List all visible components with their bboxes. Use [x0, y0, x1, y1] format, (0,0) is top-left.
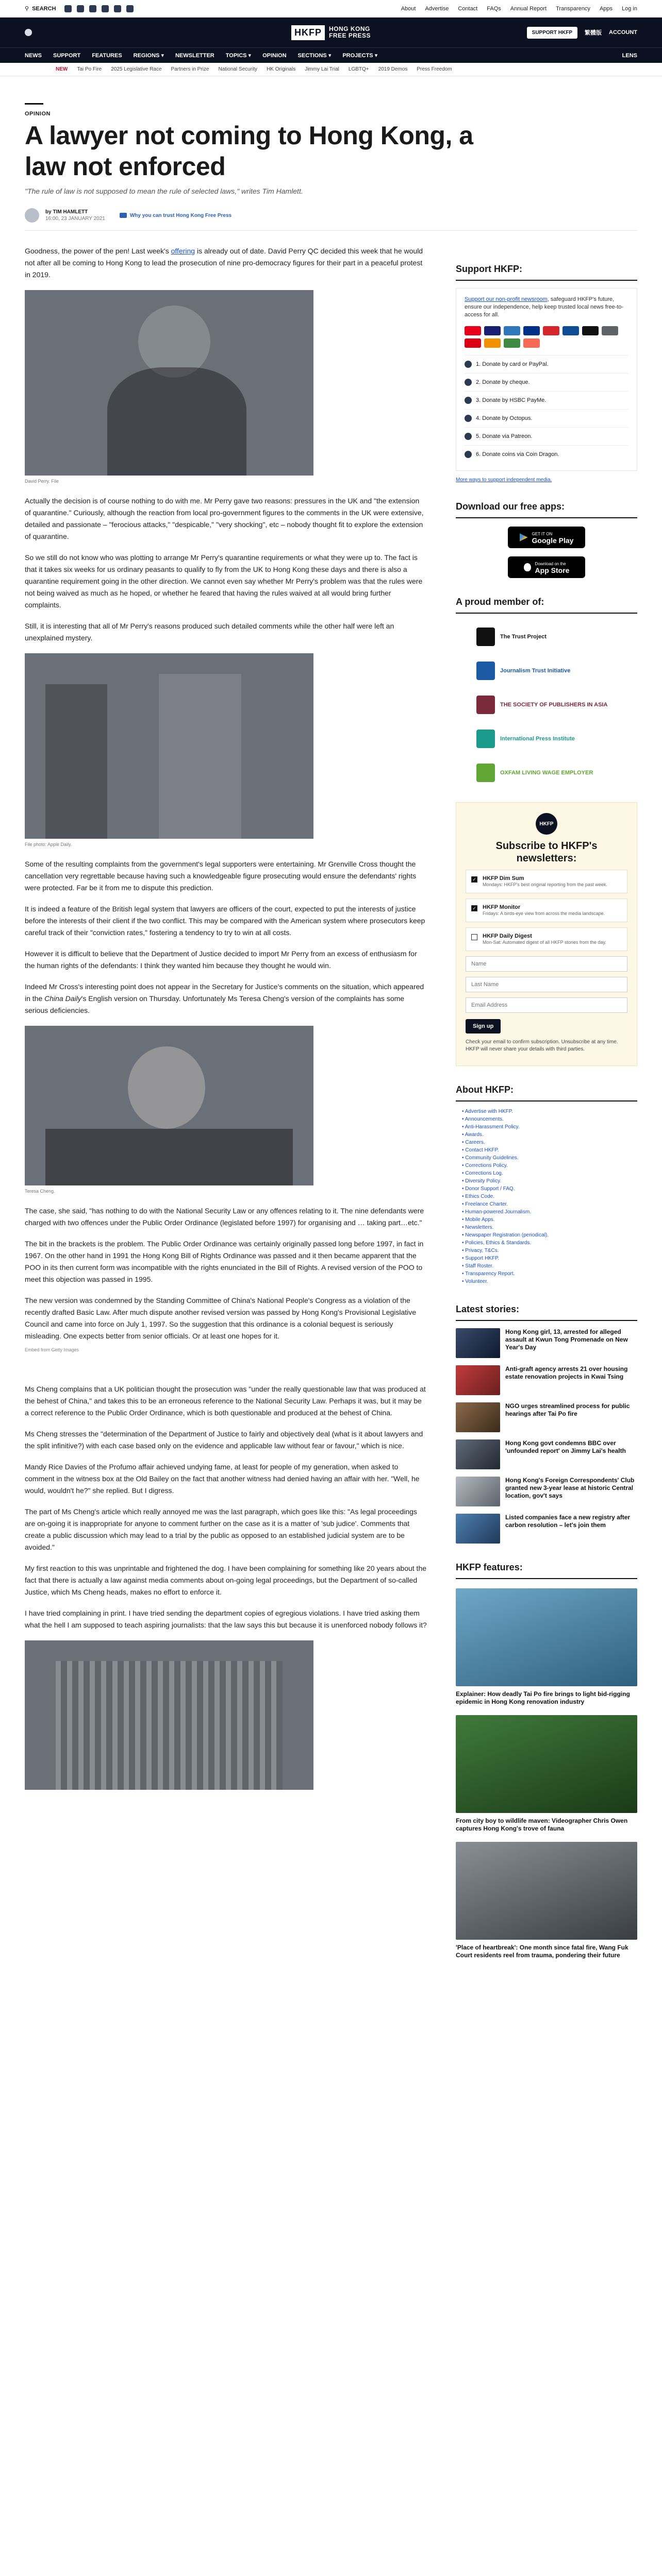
about-link[interactable]: • Transparency Report. [462, 1270, 637, 1278]
apps-title: Download our free apps: [456, 501, 565, 512]
latest-story[interactable]: NGO urges streamlined process for public hearings after Tai Po fire [456, 1402, 637, 1432]
trending-item[interactable]: 2019 Demos [378, 66, 408, 72]
last-name-input[interactable] [466, 977, 627, 992]
features-title: HKFP features: [456, 1562, 523, 1572]
paragraph: So we still do not know who was plotting to arrange Mr Perry's quarantine requirements or what they were up to. The fact is that it takes six weeks for us ordinary peasants to qualify to fly from the UK to Hong Kong these days and there is also a quarantine requirement going in the other direction. We cannot even say whether Mr Perry's problem was that the rules were not being waived as much as he hoped, or whether he feared that having the rules waived at all would bring further complaints. [25, 553, 423, 609]
about-link[interactable]: • Human-powered Journalism. [462, 1208, 637, 1216]
story-thumbnail [456, 1477, 500, 1506]
figure-teresa-cheng [25, 1026, 427, 1194]
member-sopa[interactable]: THE SOCIETY OF PUBLISHERS IN ASIA [476, 694, 637, 716]
shield-icon [120, 213, 127, 218]
image-caption: File photo: Apple Daily. [25, 842, 72, 847]
author-avatar [25, 208, 39, 223]
paragraph: Mandy Rice Davies of the Profumo affair achieved undying fame, at least for people of my generation, when asked to comment in the witness box at the Old Bailey on the fact that another witness had denied having an affair with her. "Well, he would, wouldn't he?" she replied. But I digress. [25, 1463, 420, 1495]
about-link[interactable]: • Volunteer. [462, 1278, 637, 1285]
gpay-icon [602, 326, 618, 335]
author-info [45, 209, 105, 222]
trust-project-icon [476, 628, 495, 646]
about-title: About HKFP: [456, 1084, 514, 1095]
masthead [0, 18, 662, 47]
masthead-social [25, 29, 32, 36]
feature-story[interactable]: Explainer: How deadly Tai Po fire brings to light bid-rigging epidemic in Hong Kong renovation industry [456, 1588, 637, 1706]
image-caption: Teresa Cheng. [25, 1189, 55, 1194]
youtube-icon[interactable] [102, 5, 109, 12]
paragraph: Actually the decision is of course nothing to do with me. Mr Perry gave two reasons: pressures in the UK and "the extension of quarantine." Curiously, although the reaction from local pro-government figures to the comments in the UK were extensive, detailed and passionate – "ferocious attacks," "despicable," "very shocking", etc – nobody thought fit to explore the extension of quarantine. [25, 497, 424, 540]
sidebar-rule [456, 280, 637, 281]
latest-story[interactable]: Hong Kong girl, 13, arrested for alleged assault at Kwun Tong Promenade on New Year's Day [456, 1328, 637, 1358]
visa-icon [484, 326, 501, 335]
applepay-icon [582, 326, 599, 335]
threads-icon[interactable] [114, 5, 121, 12]
faqs-link[interactable]: FAQs [487, 5, 501, 12]
octopus-icon [484, 338, 501, 348]
about-link[interactable]: • Diversity Policy. [462, 1177, 637, 1185]
patreon-option-icon [465, 433, 472, 440]
paragraph: Ms Cheng complains that a UK politician thought the prosecution was "under the really questionable law that was produced at the behest of China," and takes this to be an erroneous reference to the National Security Law. Perhaps it was, but it may be a correct reference to the Public Order Ordinance, which is both questionable and produced at the behest of China. [25, 1385, 426, 1417]
login-link[interactable]: Log in [622, 5, 637, 12]
newsletter-checkbox[interactable]: ✓ [471, 905, 477, 911]
new-badge: NEW [56, 66, 68, 72]
jcb-icon [562, 326, 579, 335]
story-thumbnail [456, 1365, 500, 1395]
patreon-icon [523, 338, 540, 348]
donate-option[interactable]: 5. Donate via Patreon. [465, 427, 628, 445]
section-rule [25, 103, 43, 105]
paragraph: Still, it is interesting that all of Mr Perry's reasons produced such detailed comments while the other half were left an unexplained mystery. [25, 622, 394, 642]
instagram-icon[interactable] [89, 5, 96, 12]
first-name-input[interactable] [466, 956, 627, 972]
nav-topics[interactable]: TOPICS ▾ [225, 53, 252, 59]
octopus-option-icon [465, 415, 472, 422]
about-link[interactable]: • Community Guidelines. [462, 1154, 637, 1162]
paragraph: Indeed Mr Cross's interesting point does not appear in the Secretary for Justice's comments on the situation, which appeared in the China Daily's English version on Thursday. Unfortunately Ms Teresa Cheng's version of the complaints has some serious deficiencies. [25, 982, 424, 1014]
nav-news[interactable]: NEWS [25, 52, 42, 59]
support-title: Support HKFP: [456, 264, 522, 274]
google-play-icon [520, 533, 528, 541]
figure-building [25, 1640, 427, 1790]
about-link[interactable]: • Contact HKFP. [462, 1146, 637, 1154]
story-thumbnail [456, 1402, 500, 1432]
member-jti[interactable]: Journalism Trust Initiative [476, 660, 637, 682]
article-image [25, 290, 313, 476]
fps-icon [504, 338, 520, 348]
chinese-edition-link[interactable]: 繁體版 [585, 30, 602, 36]
newsletter-checkbox[interactable] [471, 934, 477, 940]
story-thumbnail [456, 1439, 500, 1469]
about-link[interactable]: • Ethics Code. [462, 1193, 637, 1200]
subscribe-note: Check your email to confirm subscription. Unsubscribe at any time. HKFP will never share your details with third parties. [466, 1039, 618, 1052]
search-button[interactable]: ⚲ SEARCH [25, 5, 56, 12]
hkfp-logo[interactable] [291, 25, 371, 40]
advertise-link[interactable]: Advertise [425, 5, 449, 12]
paragraph: Ms Cheng stresses the "determination of the Department of Justice to fairly and objectively deal (what is it about lawyers and the split infinitive?) with each case based only on the evidence and applicable law without fear or favour," which is nice. [25, 1430, 423, 1450]
donate-option[interactable]: 6. Donate coins via Coin Dragon. [465, 445, 628, 463]
jti-icon [476, 662, 495, 680]
article-standfirst: "The rule of law is not supposed to mean the rule of selected laws," writes Tim Hamlett. [25, 187, 303, 195]
member-trust-project[interactable]: The Trust Project [476, 626, 637, 648]
sidebar-rule [456, 1320, 637, 1321]
article-image [25, 1640, 313, 1790]
cheque-icon [465, 379, 472, 386]
byline [25, 207, 637, 224]
story-thumbnail [456, 1514, 500, 1544]
sidebar-rule [456, 1578, 637, 1579]
paragraph: Goodness, the power of the pen! Last week's offering is already out of date. David Perry QC decided this week that he would not after all be coming to Hong Kong to lead the prosecution of nine pro-democracy figures for their part in a peaceful protest in 2019. [25, 247, 423, 279]
member-title: A proud member of: [456, 597, 544, 607]
app-store-button[interactable]: Download on the App Store [508, 556, 585, 578]
image-caption: David Perry. File [25, 479, 59, 484]
about-list [456, 1108, 637, 1285]
story-thumbnail [456, 1328, 500, 1358]
latest-title: Latest stories: [456, 1304, 520, 1314]
donate-option[interactable]: 1. Donate by card or PayPal. [465, 355, 628, 373]
byline-divider [25, 230, 637, 231]
feature-story[interactable]: From city boy to wildlife maven: Videographer Chris Owen captures Hong Kong's trove of fauna [456, 1715, 637, 1833]
about-link[interactable]: • Privacy, T&Cs. [462, 1247, 637, 1255]
hkfp-badge: HKFP [536, 813, 557, 835]
mastercard-icon [465, 326, 481, 335]
about-link[interactable]: • Policies, Ethics & Standards. [462, 1239, 637, 1247]
nav-newsletter[interactable]: NEWSLETTER [175, 52, 214, 59]
section-kicker[interactable]: OPINION [25, 111, 51, 117]
nav-regions[interactable]: REGIONS ▾ [133, 53, 164, 59]
nav-opinion[interactable]: OPINION [262, 52, 287, 59]
feature-thumbnail [456, 1588, 637, 1686]
donate-option[interactable]: 3. Donate by HSBC PayMe. [465, 391, 628, 409]
about-link[interactable]: • Newspaper Registration (periodical). [462, 1231, 637, 1239]
embed-credit: Embed from Getty Images [25, 1347, 79, 1352]
about-link[interactable]: • Staff Roster. [462, 1262, 637, 1270]
oxfam-icon [476, 764, 495, 782]
article-body [25, 245, 427, 1959]
logo-box: HKFP [291, 25, 325, 40]
nav-sections[interactable]: SECTIONS ▾ [297, 53, 332, 59]
content-columns [25, 245, 637, 1959]
subscribe-title: Subscribe to HKFP's newsletters: [495, 840, 598, 864]
apps-link[interactable]: Apps [599, 5, 613, 12]
more-ways-link[interactable]: More ways to support independent media. [456, 477, 552, 483]
support-hkfp-button[interactable]: SUPPORT HKFP [527, 27, 577, 39]
paragraph: Some of the resulting complaints from the government's legal supporters were entertaining. Mr Grenville Cross thought the cancellation very regrettable because having such a knowledgeable figure prosecuting would ensure the defendants' rights were protected. Far be it from me to dispute this prediction. [25, 860, 417, 892]
newsletter-option[interactable]: ✓ HKFP Dim Sum Mondays: HKFP's best original reporting from the past week. [466, 870, 627, 893]
payment-logos [465, 326, 628, 348]
newsletter-checkbox[interactable]: ✓ [471, 876, 477, 883]
sidebar-rule [456, 613, 637, 614]
top-utility-bar [0, 0, 662, 18]
utility-links [401, 6, 637, 12]
annual-report-link[interactable]: Annual Report [510, 5, 547, 12]
donate-option[interactable]: 4. Donate by Octopus. [465, 409, 628, 427]
menu-icon[interactable] [25, 29, 32, 36]
masthead-actions [527, 27, 637, 39]
latest-story[interactable]: Hong Kong's Foreign Correspondents' Club granted new 3-year lease at historic Central location, gov't says [456, 1477, 637, 1506]
nav-features[interactable]: FEATURES [92, 52, 122, 59]
about-link[interactable]: • Awards. [462, 1131, 637, 1139]
unionpay-icon [543, 326, 559, 335]
logo-text: HONG KONG FREE PRESS [328, 25, 371, 39]
card-icon [465, 361, 472, 368]
sopa-icon [476, 696, 495, 714]
facebook-icon[interactable] [77, 5, 84, 12]
trending-item[interactable]: 2025 Legislative Race [111, 66, 162, 72]
member-ipi[interactable]: International Press Institute [476, 728, 637, 750]
about-link[interactable]: • Announcements. [462, 1115, 637, 1123]
newsletter-option[interactable]: HKFP Daily Digest Mon-Sat: Automated digest of all HKFP stories from the day. [466, 927, 627, 951]
feature-story[interactable]: 'Place of heartbreak': One month since fatal fire, Wang Fuk Court residents reel from trauma, pondering their future [456, 1842, 637, 1959]
transparency-link[interactable]: Transparency [556, 5, 590, 12]
newsletter-option[interactable]: ✓ HKFP Monitor Fridays: A birds-eye view from across the media landscape. [466, 899, 627, 922]
paragraph: The bit in the brackets is the problem. The Public Order Ordinance was certainly originally passed long before 1997, in fact in 1967. On the other hand in 1991 the Hong Kong Bill of Rights Ordinance was passed and it then became apparent that the POO in its then current form was incompatible with the rights enunciated in the Bill of Rights. A revised version of the POO to meet this objection was passed in 1995. [25, 1240, 424, 1283]
about-link[interactable]: • Freelance Charter. [462, 1200, 637, 1208]
coin-icon [465, 451, 472, 458]
about-link[interactable]: • Corrections Log. [462, 1170, 637, 1177]
trending-bar [0, 63, 662, 76]
trending-item[interactable]: Partners in Prize [171, 66, 209, 72]
about-link[interactable]: • Advertise with HKFP. [462, 1108, 637, 1115]
support-link[interactable]: Support our non-profit newsroom [465, 296, 548, 302]
telegram-icon[interactable] [126, 5, 134, 12]
why-trust-link[interactable]: Why you can trust Hong Kong Free Press [120, 213, 231, 218]
paypal-icon [523, 326, 540, 335]
figure-protest [25, 653, 427, 847]
email-input[interactable] [466, 997, 627, 1013]
paragraph: My first reaction to this was unprintable and frightened the dog. I have been complaining for something like 20 years about the fact that there is actually a law against media comments about on-going legal proceedings, but the Department of so-called Justice, which Ms Cheng heads, makes no effort to enforce it. [25, 1564, 427, 1596]
page-wrap [0, 103, 662, 1959]
trending-item[interactable]: HK Originals [267, 66, 296, 72]
amex-icon [504, 326, 520, 335]
nav-projects[interactable]: PROJECTS ▾ [342, 53, 378, 59]
account-link[interactable]: ACCOUNT [609, 29, 637, 36]
paragraph: The part of Ms Cheng's article which really annoyed me was the last paragraph, which goes like this: "As legal proceedings are on-going it is inappropriate for anyone to comment further on the case as it is a matter of 'sub judice'. Comments that create a public discussion which may lead to a trial by the public as opposed to an established judicial system are to be avoided." [25, 1507, 417, 1551]
article-title: A lawyer not coming to Hong Kong, a law not enforced [25, 121, 473, 181]
article-image [25, 653, 313, 839]
donate-option[interactable]: 2. Donate by cheque. [465, 373, 628, 391]
feature-thumbnail [456, 1842, 637, 1940]
apple-icon [524, 563, 531, 571]
offering-link[interactable]: offering [171, 247, 195, 255]
trending-item[interactable]: Press Freedom [417, 66, 452, 72]
author-name[interactable]: by TIM HAMLETT [45, 209, 88, 215]
support-intro: Support our non-profit newsroom, safeguard HKFP's future, ensure our independence, help keep trusted local news free-to-access for all. [465, 296, 624, 318]
sidebar-rule [456, 517, 637, 518]
trending-item[interactable]: LGBTQ+ [348, 66, 369, 72]
about-link[interactable]: • Corrections Policy. [462, 1162, 637, 1170]
paragraph: It is indeed a feature of the British legal system that lawyers are officers of the court, expected to put the interests of justice before the interests of their client if the two conflict. This may be compared with the American system where prosecutors keep careful track of their "conviction rates," fostering a tendency to try to win at all costs. [25, 905, 425, 937]
paragraph: The new version was condemned by the Standing Committee of China's National People's Congress as a violation of the recently drafted Basic Law. After much dispute another revised version was passed by Hong Kong's Provisional Legislative Council and came into force on July 1, 1997. So the suggestion that this ordinance is a colonial bequest is seriously misleading. One expects better from senior officials. Or at least one hopes for it. [25, 1296, 417, 1340]
payme-option-icon [465, 397, 472, 404]
about-link[interactable]: About [401, 5, 416, 12]
about-link[interactable]: • Newsletters. [462, 1224, 637, 1231]
feature-thumbnail [456, 1715, 637, 1813]
latest-story[interactable]: Hong Kong govt condemns BBC over 'unfounded report' on Jimmy Lai's health [456, 1439, 637, 1469]
about-link[interactable]: • Anti-Harassment Policy. [462, 1123, 637, 1131]
paragraph: I have tried complaining in print. I have tried sending the department copies of egregious violations. I have tried asking them what the hell I am supposed to teach aspiring journalists: that the law says this but because it is unenforced nobody follows it? [25, 1609, 427, 1629]
nav-support[interactable]: SUPPORT [53, 52, 81, 59]
publish-date: 16:00, 23 JANUARY 2021 [45, 216, 105, 222]
payme-icon [465, 338, 481, 348]
latest-story[interactable]: Anti-graft agency arrests 21 over housing estate renovation projects in Kwai Tsing [456, 1365, 637, 1395]
member-oxfam[interactable]: OXFAM LIVING WAGE EMPLOYER [476, 762, 637, 784]
nav-lens[interactable]: LENS [622, 52, 637, 59]
newsletter-signup [456, 802, 637, 1066]
trending-item[interactable]: National Security [218, 66, 258, 72]
trending-item[interactable]: Tai Po Fire [77, 66, 102, 72]
main-nav [0, 47, 662, 63]
paragraph: The case, she said, "has nothing to do with the National Security Law or any offences relating to it. The nine defendants were charged with two offences under the Public Order Ordinance (legislated before 1997) for organising and … taking part…etc." [25, 1207, 424, 1227]
article-image [25, 1026, 313, 1185]
about-link[interactable]: • Donor Support / FAQ. [462, 1185, 637, 1193]
figure-david-perry [25, 290, 427, 484]
latest-story[interactable]: Listed companies face a new registry after carbon resolution – let's join them [456, 1514, 637, 1544]
search-icon: ⚲ [25, 6, 29, 12]
google-play-button[interactable]: GET IT ON Google Play [508, 527, 585, 548]
about-link[interactable]: • Support HKFP. [462, 1255, 637, 1262]
x-icon[interactable] [64, 5, 72, 12]
contact-link[interactable]: Contact [458, 5, 478, 12]
sidebar-rule [456, 1100, 637, 1101]
about-link[interactable]: • Careers. [462, 1139, 637, 1146]
trending-item[interactable]: Jimmy Lai Trial [305, 66, 339, 72]
social-links [64, 5, 134, 12]
sign-up-button[interactable]: Sign up [466, 1019, 501, 1033]
about-link[interactable]: • Mobile Apps. [462, 1216, 637, 1224]
paragraph: However it is difficult to believe that the Department of Justice decided to import Mr Perry from an excess of enthusiasm for the human rights of the defendants: I think they wanted him because they thought he would win. [25, 950, 417, 970]
ipi-icon [476, 730, 495, 748]
support-box [456, 288, 637, 471]
sidebar [456, 245, 637, 1959]
